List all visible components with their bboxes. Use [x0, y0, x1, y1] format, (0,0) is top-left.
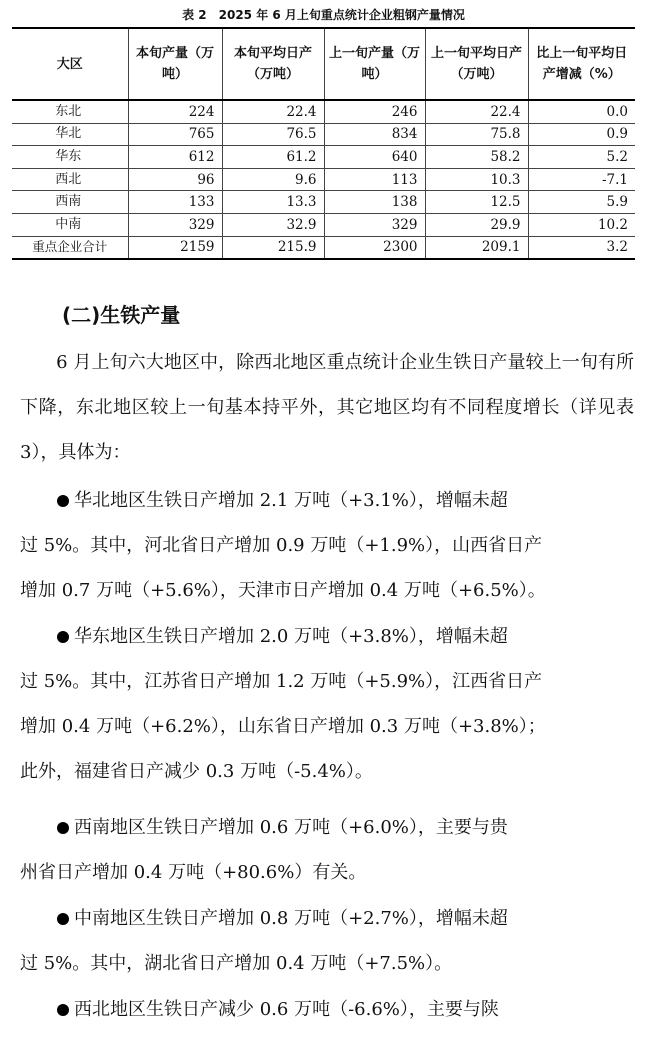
cell-value: 2300: [324, 236, 425, 259]
bullet-2-line-3: 增加 0.4 万吨（+6.2%），山东省日产增加 0.3 万吨（+3.8%）；: [20, 716, 546, 737]
cell-value: 75.8: [425, 123, 528, 146]
cell-value: 5.9: [528, 191, 635, 214]
section-heading: (二)生铁产量: [62, 303, 181, 327]
cell-region: 中南: [12, 213, 128, 236]
cell-value: 0.0: [528, 100, 635, 123]
cell-value: 329: [324, 213, 425, 236]
cell-value: 0.9: [528, 123, 635, 146]
cell-value: 58.2: [425, 146, 528, 169]
cell-value: 329: [128, 213, 222, 236]
bullet-4-line-2: 过 5%。其中，湖北省日产增加 0.4 万吨（+7.5%）。: [20, 953, 453, 974]
table-caption: 表 2 2025 年 6 月上旬重点统计企业粗钢产量情况: [182, 8, 465, 22]
cell-value: 224: [128, 100, 222, 123]
col-header-prev-daily: 上一旬平均日产（万吨）: [425, 28, 528, 100]
col-header-region: 大区: [12, 28, 128, 100]
cell-value: 61.2: [222, 146, 324, 169]
cell-value: 12.5: [425, 191, 528, 214]
bullet-3-line-2: 州省日产增加 0.4 万吨（+80.6%）有关。: [20, 862, 367, 883]
col-header-prev-output: 上一旬产量（万吨）: [324, 28, 425, 100]
cell-value: 640: [324, 146, 425, 169]
steel-output-table: [12, 27, 635, 260]
cell-value: 612: [128, 146, 222, 169]
bullet-5-line-1: 西北地区生铁日产减少 0.6 万吨（-6.6%），主要与陕: [20, 999, 499, 1020]
table-row: [12, 191, 635, 214]
cell-value: 2159: [128, 236, 222, 259]
cell-value: 5.2: [528, 146, 635, 169]
col-header-daily-change: 比上一旬平均日产增减（%）: [528, 28, 635, 100]
bullet-3-line-1: 西南地区生铁日产增加 0.6 万吨（+6.0%），主要与贵: [20, 817, 508, 838]
cell-region: 华北: [12, 123, 128, 146]
cell-value: 765: [128, 123, 222, 146]
table-header-row: [12, 28, 635, 100]
table-row: [12, 213, 635, 236]
col-header-period-output: 本旬产量（万吨）: [128, 28, 222, 100]
cell-value: 9.6: [222, 168, 324, 191]
cell-region: 东北: [12, 100, 128, 123]
table-total-row: [12, 236, 635, 259]
cell-value: 133: [128, 191, 222, 214]
cell-value: 22.4: [222, 100, 324, 123]
cell-value: 96: [128, 168, 222, 191]
cell-value: 215.9: [222, 236, 324, 259]
intro-paragraph: 6 月上旬六大地区中，除西北地区重点统计企业生铁日产量较上一旬有所下降，东北地区较上一旬基本持平外，其它地区均有不同程度增长（详见表 3），具体为：: [20, 352, 634, 463]
cell-value: 10.2: [528, 213, 635, 236]
bullet-1-line-1: 华北地区生铁日产增加 2.1 万吨（+3.1%），增幅未超: [20, 490, 508, 511]
table-row: [12, 123, 635, 146]
cell-value: 209.1: [425, 236, 528, 259]
cell-value: 138: [324, 191, 425, 214]
bullet-2-line-2: 过 5%。其中，江苏省日产增加 1.2 万吨（+5.9%），江西省日产: [20, 671, 543, 692]
cell-value: 3.2: [528, 236, 635, 259]
cell-region: 西南: [12, 191, 128, 214]
table-row: [12, 100, 635, 123]
cell-value: 113: [324, 168, 425, 191]
cell-value: 10.3: [425, 168, 528, 191]
cell-region: 华东: [12, 146, 128, 169]
cell-value: 834: [324, 123, 425, 146]
cell-region: 重点企业合计: [12, 236, 128, 259]
bullet-1-line-2: 过 5%。其中，河北省日产增加 0.9 万吨（+1.9%），山西省日产: [20, 535, 543, 556]
cell-value: 246: [324, 100, 425, 123]
table-row: [12, 168, 635, 191]
cell-region: 西北: [12, 168, 128, 191]
col-header-period-daily: 本旬平均日产（万吨）: [222, 28, 324, 100]
cell-value: 32.9: [222, 213, 324, 236]
bullet-1-line-3: 增加 0.7 万吨（+5.6%），天津市日产增加 0.4 万吨（+6.5%）。: [20, 580, 546, 601]
table-row: [12, 146, 635, 169]
bullet-2-line-4: 此外，福建省日产减少 0.3 万吨（-5.4%）。: [20, 761, 373, 782]
cell-value: 76.5: [222, 123, 324, 146]
cell-value: 29.9: [425, 213, 528, 236]
cell-value: 22.4: [425, 100, 528, 123]
cell-value: 13.3: [222, 191, 324, 214]
bullet-2-line-1: 华东地区生铁日产增加 2.0 万吨（+3.8%），增幅未超: [20, 626, 508, 647]
bullet-4-line-1: 中南地区生铁日产增加 0.8 万吨（+2.7%），增幅未超: [20, 908, 508, 929]
cell-value: -7.1: [528, 168, 635, 191]
